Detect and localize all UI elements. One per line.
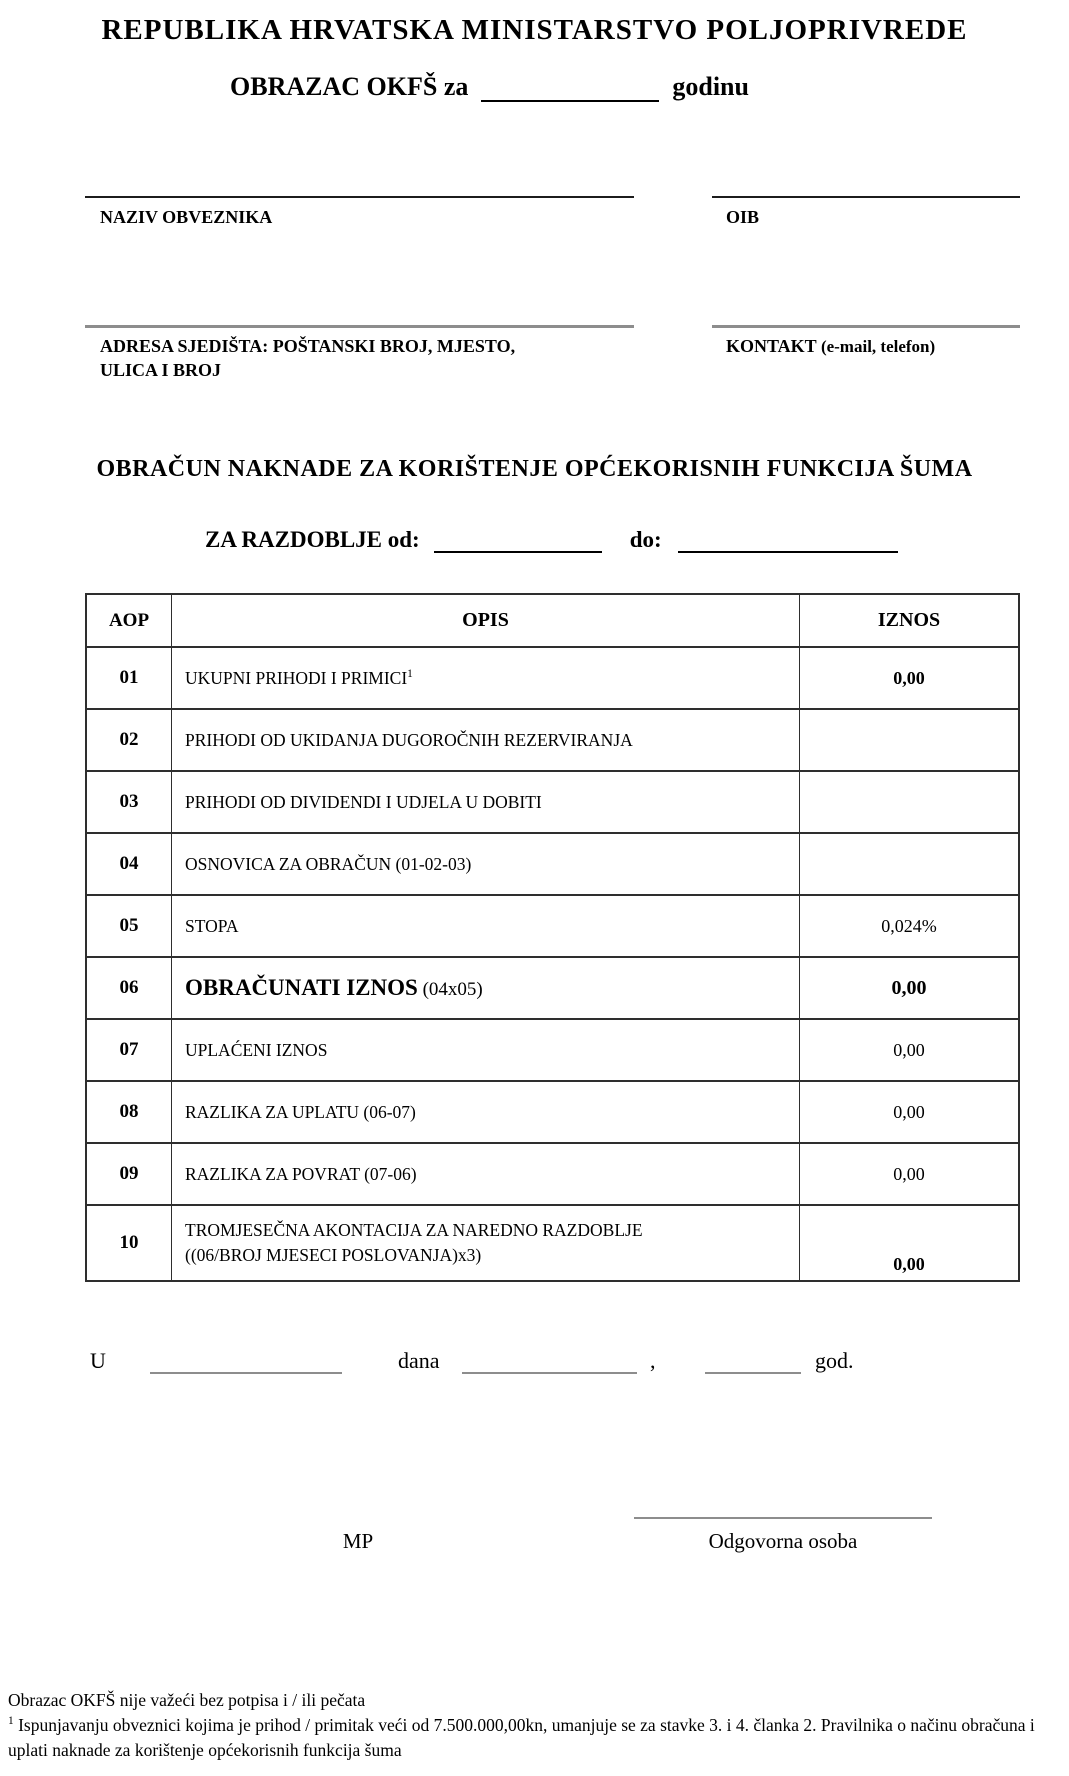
table-header-row: [87, 595, 1018, 646]
period-from-blank[interactable]: [434, 524, 602, 553]
adresa-field-line[interactable]: [85, 325, 634, 328]
table-row-07: [87, 1018, 1018, 1080]
year-signature-blank-field[interactable]: [705, 1348, 801, 1374]
aop-cell: 01: [119, 667, 139, 688]
opis-cell: RAZLIKA ZA POVRAT (07-06): [171, 1144, 800, 1204]
table-row-03: [87, 770, 1018, 832]
place-date-row: [0, 1340, 1069, 1380]
iznos-cell[interactable]: [800, 710, 1018, 770]
footnote-marker: 1: [407, 667, 413, 680]
kontakt-hint: (e-mail, telefon): [816, 337, 936, 356]
opis-cell: RAZLIKA ZA UPLATU (06-07): [171, 1082, 800, 1142]
oib-field-line[interactable]: [712, 196, 1020, 198]
table-row-10: [87, 1204, 1018, 1280]
col-header-aop: AOP: [108, 609, 150, 631]
iznos-cell[interactable]: [800, 772, 1018, 832]
table-row-08: [87, 1080, 1018, 1142]
date-label: dana: [398, 1348, 440, 1373]
opis-cell: UPLAĆENI IZNOS: [171, 1020, 800, 1080]
calculation-section-title: OBRAČUN NAKNADE ZA KORIŠTENJE OPĆEKORISNIH FUNKCIJA ŠUMA: [96, 456, 973, 482]
opis-cell: PRIHODI OD DIVIDENDI I UDJELA U DOBITI: [171, 772, 800, 832]
adresa-label-line1: ADRESA SJEDIŠTA: POŠTANSKI BROJ, MJESTO,: [100, 336, 516, 356]
god-label: god.: [815, 1348, 854, 1373]
iznos-cell[interactable]: [800, 834, 1018, 894]
table-row-06: [87, 956, 1018, 1018]
validity-note: Obrazac OKFŠ nije važeći bez potpisa i / ili pečata: [8, 1690, 366, 1710]
iznos-cell[interactable]: 0,00: [893, 1039, 925, 1060]
period-from-label: ZA RAZDOBLJE od:: [205, 527, 420, 552]
table-row-02: [87, 708, 1018, 770]
iznos-cell[interactable]: 0,00: [893, 1163, 925, 1184]
responsible-person-signature-line[interactable]: [634, 1517, 932, 1519]
date-blank-field[interactable]: [462, 1348, 637, 1374]
form-title-row: [0, 72, 1024, 102]
calculation-table: [85, 593, 1020, 1282]
naziv-obveznika-label: NAZIV OBVEZNIKA: [100, 207, 273, 227]
iznos-cell[interactable]: 0,00: [893, 1254, 925, 1274]
kontakt-label: KONTAKT (e-mail, telefon): [726, 336, 936, 356]
aop-cell: 09: [119, 1163, 139, 1184]
col-header-opis: OPIS: [171, 595, 800, 646]
iznos-cell[interactable]: 0,00: [893, 1101, 925, 1122]
comma-separator: ,: [650, 1348, 656, 1373]
mp-stamp-label: MP: [342, 1529, 374, 1553]
aop-cell: 08: [119, 1101, 139, 1122]
opis-cell: OBRAČUNATI IZNOS (04x05): [171, 958, 800, 1018]
aop-cell: 10: [119, 1232, 139, 1253]
responsible-person-label: Odgovorna osoba: [708, 1529, 858, 1553]
kontakt-field-line[interactable]: [712, 325, 1020, 328]
opis-cell: STOPA: [171, 896, 800, 956]
place-label: U: [90, 1348, 106, 1373]
table-row-09: [87, 1142, 1018, 1204]
col-header-iznos: IZNOS: [877, 609, 941, 631]
period-to-label: do:: [629, 527, 662, 552]
oib-label: OIB: [726, 207, 760, 227]
footer-notes: [8, 1688, 1064, 1763]
aop-cell: 04: [119, 853, 139, 874]
year-blank-field[interactable]: [481, 72, 659, 102]
iznos-cell[interactable]: 0,00: [891, 976, 927, 999]
form-title-prefix: OBRAZAC OKFŠ za: [230, 72, 469, 101]
form-title-suffix: godinu: [672, 72, 749, 101]
period-to-blank[interactable]: [678, 524, 898, 553]
opis-cell: UKUPNI PRIHODI I PRIMICI$^1$: [171, 648, 800, 708]
table-row-04: [87, 832, 1018, 894]
iznos-cell[interactable]: 0,00: [893, 667, 925, 688]
adresa-label: [100, 334, 620, 383]
footnote: $^1$ Ispunjavanju obveznici kojima je prihod / primitak veći od 7.500.000,00kn, umanjuje se za stavke 3. i 4. članka 2. Pravilnika o načinu obračuna i uplati naknade za korištenje općekorisnih funkcija šuma: [8, 1714, 1035, 1760]
aop-cell: 03: [119, 791, 139, 812]
ministry-title: REPUBLIKA HRVATSKA MINISTARSTVO POLJOPRIVREDE: [101, 14, 968, 46]
opis-cell: OSNOVICA ZA OBRAČUN (01-02-03): [171, 834, 800, 894]
aop-cell: 06: [119, 977, 139, 998]
aop-cell: 02: [119, 729, 139, 750]
aop-cell: 07: [119, 1039, 139, 1060]
period-row: [205, 524, 898, 553]
footnote-number: 1: [8, 1715, 14, 1728]
iznos-cell[interactable]: 0,024%: [881, 915, 937, 936]
table-row-05: [87, 894, 1018, 956]
opis-cell: PRIHODI OD UKIDANJA DUGOROČNIH REZERVIRANJA: [171, 710, 800, 770]
naziv-obveznika-field-line[interactable]: [85, 196, 634, 198]
place-blank-field[interactable]: [150, 1348, 342, 1374]
table-row-01: [87, 646, 1018, 708]
aop-cell: 05: [119, 915, 139, 936]
opis-cell: TROMJESEČNA AKONTACIJA ZA NAREDNO RAZDOBLJE ((06/BROJ MJESECI POSLOVANJA)x3): [171, 1206, 800, 1280]
adresa-label-line2: ULICA I BROJ: [100, 360, 222, 381]
